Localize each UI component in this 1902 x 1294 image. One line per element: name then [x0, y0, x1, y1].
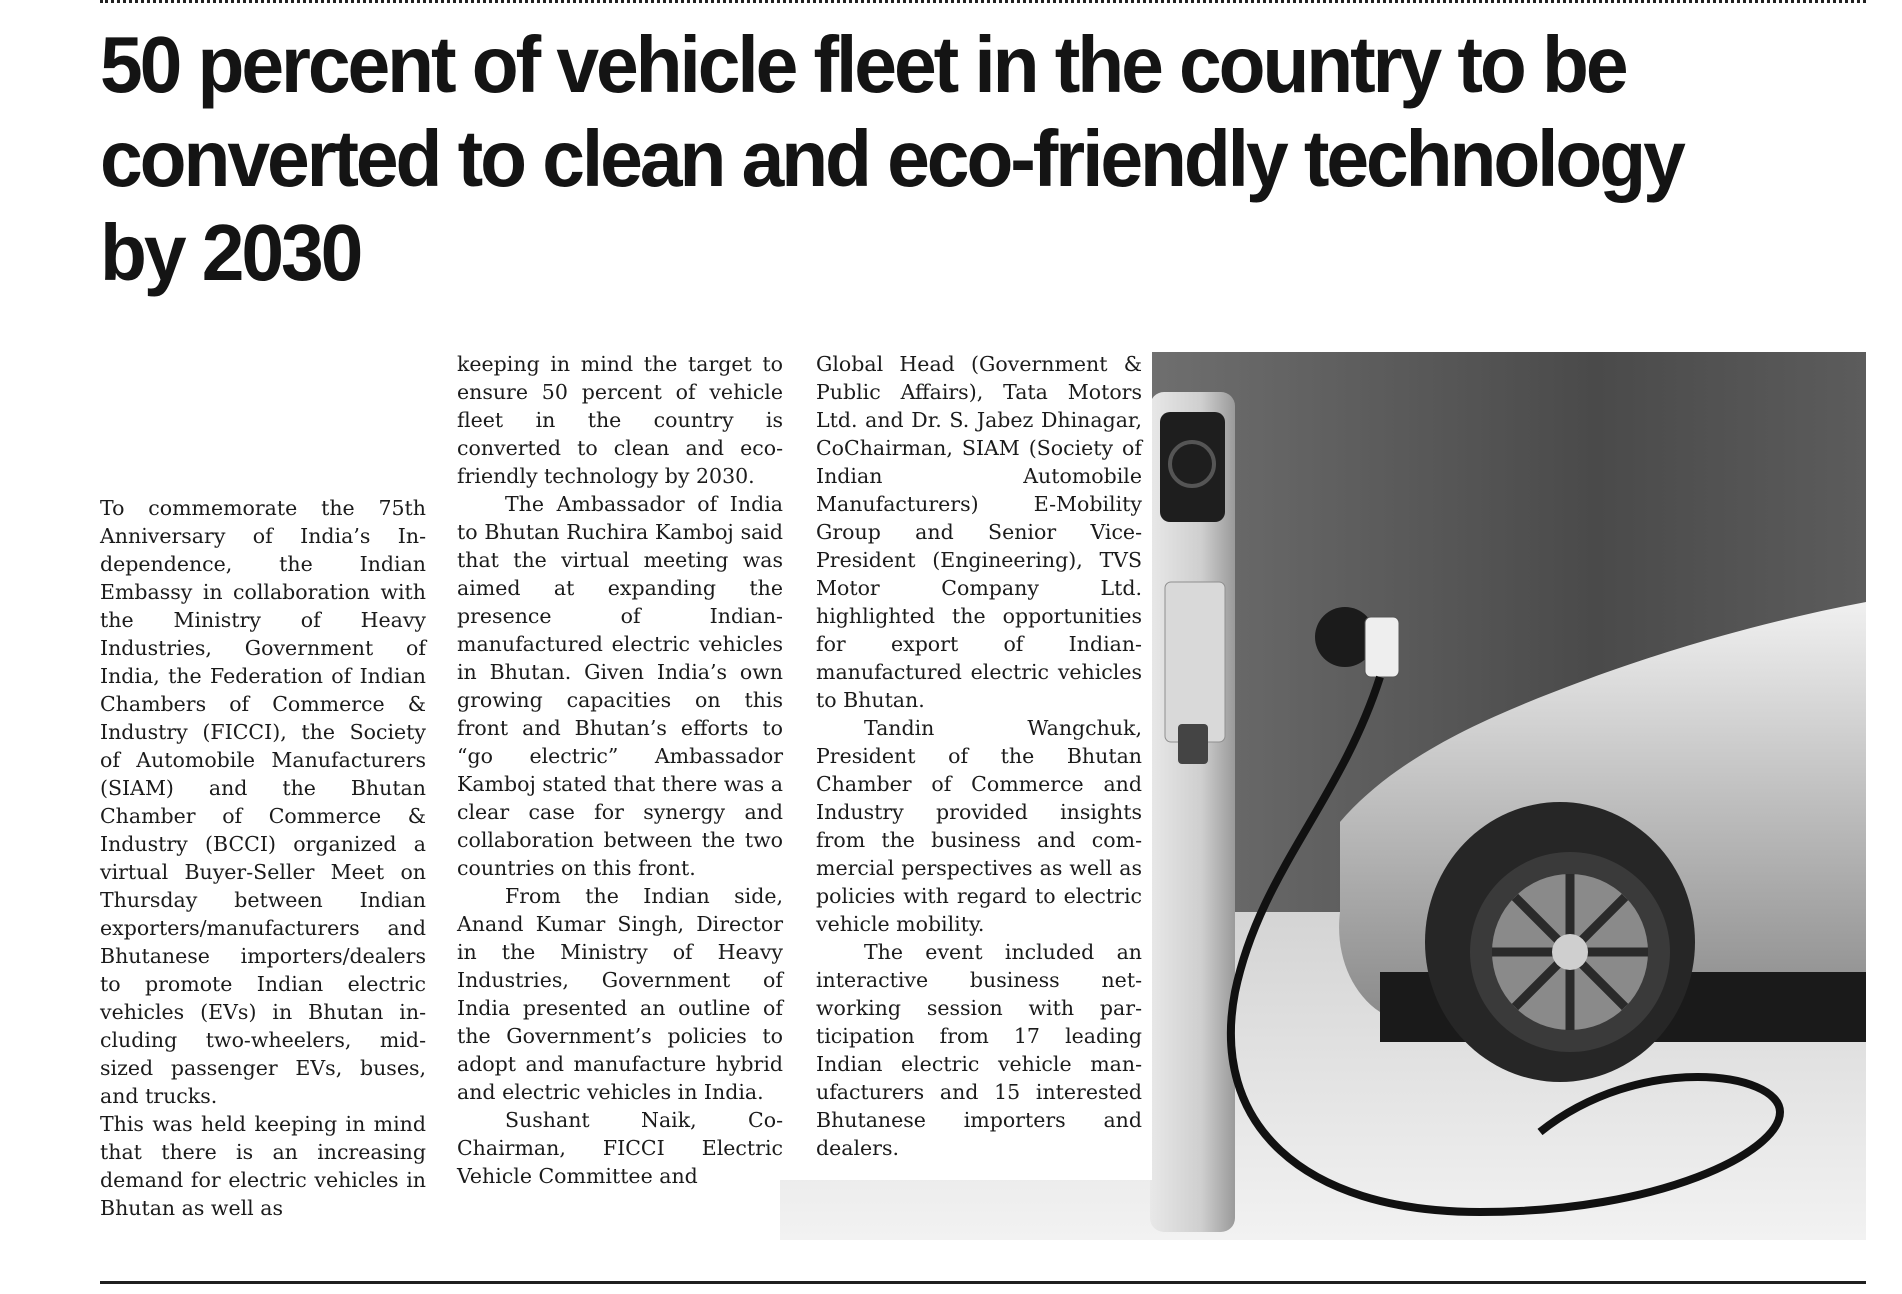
paragraph: The Ambassador of India to Bhutan Ruchira Kamboj said that the virtual meeting was aimed at expanding the presence of Indian-manufactured electric vehicles in Bhutan. Given India’s own growing capacities on this front and Bhutan’s efforts to “go electric” Ambassador Kamboj stated that there was a clear case for synergy and collaboration between the two countries on this front.	[457, 492, 783, 880]
paragraph: This was held keeping in mind that there is an increasing demand for electric vehicles in Bhutan as well as	[100, 1112, 426, 1220]
article-column-1	[100, 494, 426, 1222]
paragraph: To commemorate the 75th Anniversary of India’s Independence, the Indian Embassy in collaboration with the Ministry of Heavy Industries, Government of India, the Federation of Indian Chambers of Commerce & Industry (FICCI), the Society of Automobile Manufacturers (SIAM) and the Bhutan Chamber of Commerce & Industry (BCCI) organized a virtual Buyer-Seller Meet on Thursday between Indian exporters/manufacturers and Bhutanese importers/dealers to promote Indian electric vehicles (EVs) in Bhutan including two-wheelers, midsized passenger EVs, buses, and trucks.	[100, 496, 426, 1108]
bottom-rule	[100, 1281, 1866, 1284]
article-column-3	[816, 350, 1142, 1162]
paragraph: The event included an interactive business networking session with participation from 17 leading Indian electric vehicle manufacturers and 15 interested Bhutanese importers and dealers.	[816, 940, 1142, 1160]
headline: 50 percent of vehicle fleet in the country to be converted to clean and eco-friendly technology by 2030	[100, 20, 1683, 297]
paragraph: From the Indian side, Anand Kumar Singh, Director in the Ministry of Heavy Industries, Government of India presented an outline of the Government’s policies to adopt and manufacture hybrid and electric vehicles in India.	[457, 884, 783, 1104]
top-dotted-rule	[100, 0, 1866, 3]
paragraph: Sushant Naik, Co-Chairman, FICCI Electric Vehicle Committee and	[457, 1108, 783, 1188]
article-column-2	[457, 350, 783, 1190]
paragraph: keeping in mind the target to ensure 50 percent of vehicle fleet in the country is converted to clean and eco-friendly technology by 2030.	[457, 352, 783, 488]
paragraph: Tandin Wangchuk, President of the Bhutan Chamber of Commerce and Industry provided insights from the business and commercial perspectives as well as policies with regard to electric vehicle mobility.	[816, 716, 1142, 936]
paragraph: Global Head (Government & Public Affairs), Tata Motors Ltd. and Dr. S. Jabez Dhinagar, CoChairman, SIAM (Society of Indian Automobile Manufacturers) E-Mobility Group and Senior Vice-President (Engineering), TVS Motor Company Ltd. highlighted the opportunities for export of Indian-manufactured electric vehicles to Bhutan.	[816, 352, 1142, 712]
